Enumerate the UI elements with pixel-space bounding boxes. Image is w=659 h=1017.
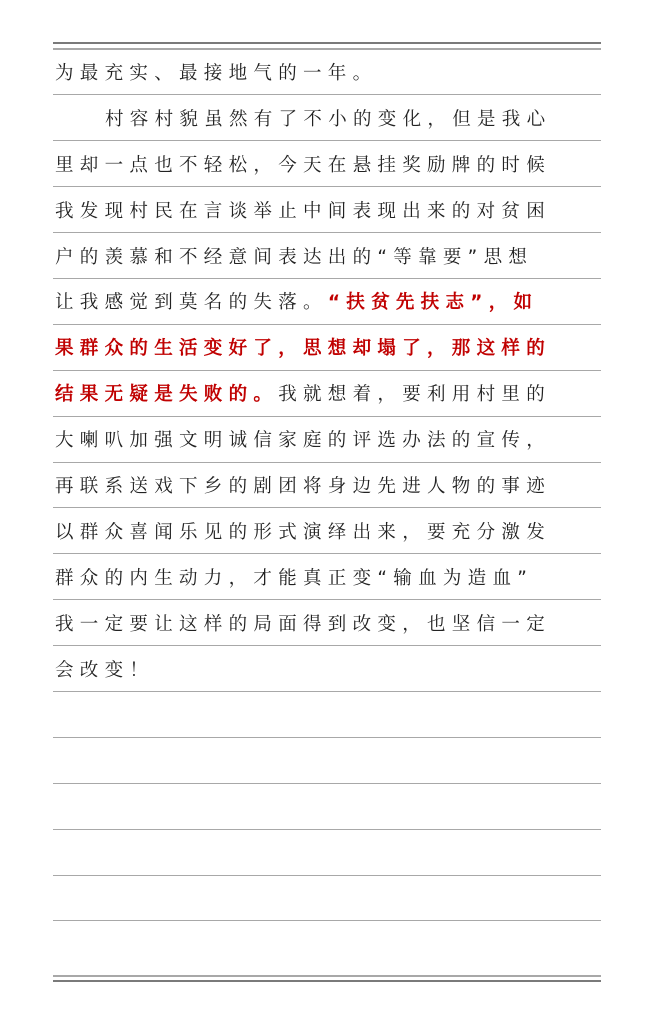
text-line — [53, 738, 601, 784]
text-line — [53, 95, 601, 141]
body-text: 我发现村民在言谈举止中间表现出来的对贫困 — [55, 200, 552, 222]
text-line — [53, 371, 601, 417]
text-line — [53, 279, 601, 325]
text-line — [53, 646, 601, 692]
text-line — [53, 876, 601, 922]
emphasis-text: “扶贫先扶志”，如 — [327, 292, 539, 314]
body-text: 我一定要让这样的局面得到改变，也坚信一定 — [55, 613, 552, 635]
text-line — [53, 784, 601, 830]
text-line — [53, 187, 601, 233]
text-line — [53, 325, 601, 371]
text-line — [53, 417, 601, 463]
text-line — [53, 141, 601, 187]
lined-page — [53, 50, 601, 922]
text-line — [53, 508, 601, 554]
top-rule-thick — [53, 42, 601, 44]
text-line — [53, 554, 601, 600]
text-line — [53, 692, 601, 738]
text-line — [53, 463, 601, 509]
body-text: 我就想着，要利用村里的 — [278, 384, 552, 406]
bottom-rule-thick — [53, 980, 601, 982]
emphasis-text: 结果无疑是失败的。 — [55, 384, 279, 406]
text-line — [53, 600, 601, 646]
body-text: 会改变！ — [55, 659, 155, 681]
body-text: 群众的内生动力，才能真正变“输血为造血” — [55, 567, 534, 589]
body-text: 让我感觉到莫名的失落。 — [55, 292, 328, 314]
text-line — [53, 233, 601, 279]
bottom-rule-thin — [53, 975, 601, 977]
body-text: 里却一点也不轻松，今天在悬挂奖励牌的时候 — [55, 154, 552, 176]
text-line — [53, 830, 601, 876]
text-line — [53, 50, 601, 96]
body-text: 再联系送戏下乡的剧团将身边先进人物的事迹 — [55, 475, 552, 497]
body-text: 为最充实、最接地气的一年。 — [55, 62, 378, 84]
emphasis-text: 果群众的生活变好了，思想却塌了，那这样的 — [55, 338, 552, 360]
body-text: 村容村貌虽然有了不小的变化，但是我心 — [105, 108, 552, 130]
body-text: 以群众喜闻乐见的形式演绎出来，要充分激发 — [55, 521, 552, 543]
body-text: 大喇叭加强文明诚信家庭的评选办法的宣传， — [55, 430, 552, 452]
body-text: 户的羡慕和不经意间表达出的“等靠要”思想 — [55, 246, 534, 268]
